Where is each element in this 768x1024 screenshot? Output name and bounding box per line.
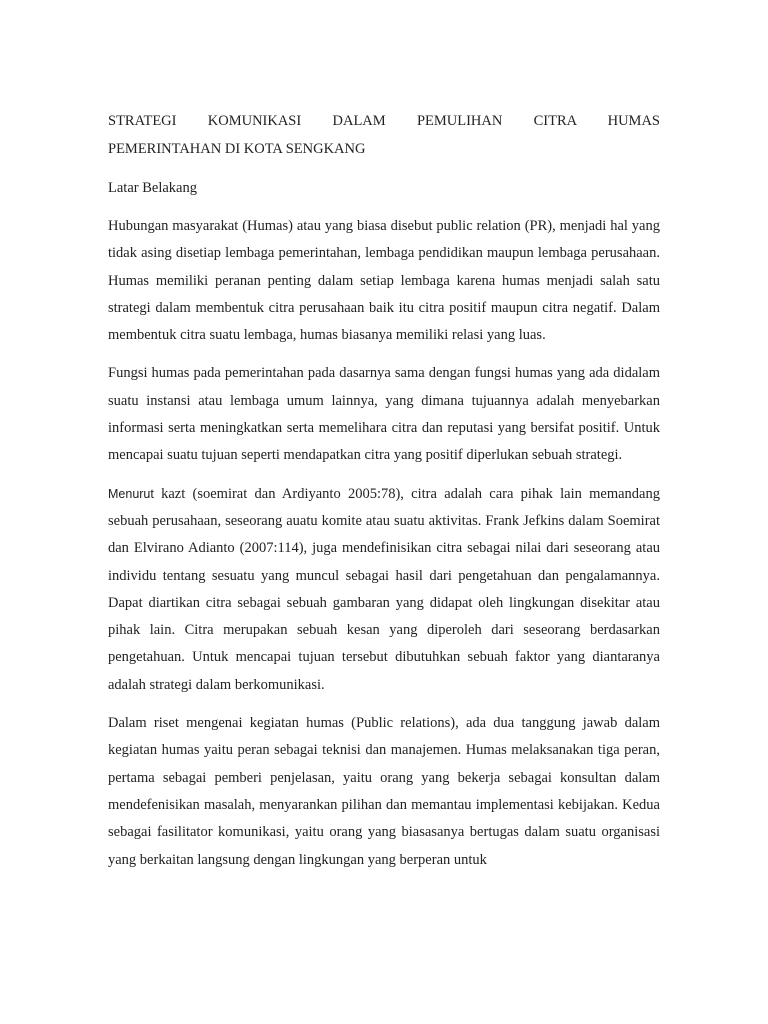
section-heading: Latar Belakang	[108, 180, 197, 196]
document-title-line-1: STRATEGI KOMUNIKASI DALAM PEMULIHAN CITRA HUMAS	[108, 113, 660, 129]
paragraph-2: Fungsi humas pada pemerintahan pada dasarnya sama dengan fungsi humas yang ada didalam suatu instansi atau lembaga umum lainnya, yang dimana tujuannya adalah menyebarkan informasi serta meningkatkan serta memelihara citra dan reputasi yang bersifat positif. Untuk mencapai suatu tujuan seperti mendapatkan citra yang positif diperlukan sebuah strategi.	[108, 365, 660, 464]
paragraph-3-lead-word: Menurut	[108, 486, 154, 501]
paragraph-3-text: kazt (soemirat dan Ardiyanto 2005:78), citra adalah cara pihak lain memandang sebuah perusahaan, seseorang auatu komite atau suatu aktivitas. Frank Jefkins dalam Soemirat dan Elvirano Adianto (2007:114), juga mendefinisikan citra sebagai nilai dari seseorang atau individu tentang sesuatu yang muncul sebagai hasil dari pengetahuan dan pengalamannya. Dapat diartikan citra sebagai sebuah gambaran yang didapat oleh lingkungan disekitar atau pihak lain. Citra merupakan sebuah kesan yang diperoleh dari seseorang berdasarkan pengetahuan. Untuk mencapai tujuan tersebut dibutuhkan sebuah faktor yang diantaranya adalah strategi dalam berkomunikasi.	[108, 485, 660, 693]
paragraph-1: Hubungan masyarakat (Humas) atau yang biasa disebut public relation (PR), menjadi hal yang tidak asing disetiap lembaga pemerintahan, lembaga pendidikan maupun lembaga perusahaan. Humas memiliki peranan penting dalam setiap lembaga karena humas menjadi salah satu strategi dalam membentuk citra perusahaan baik itu citra positif maupun citra negatif. Dalam membentuk citra suatu lembaga, humas biasanya memiliki relasi yang luas.	[108, 218, 660, 344]
document-title-line-2: PEMERINTAHAN DI KOTA SENGKANG	[108, 141, 366, 157]
paragraph-3	[108, 481, 660, 699]
paragraph-4: Dalam riset mengenai kegiatan humas (Public relations), ada dua tanggung jawab dalam kegiatan humas yaitu peran sebagai teknisi dan manajemen. Humas melaksanakan tiga peran, pertama sebagai pemberi penjelasan, yaitu orang yang bekerja sebagai konsultan dalam mendefenisikan masalah, menyarankan pilihan dan memantau implementasi kebijakan. Kedua sebagai fasilitator komunikasi, yaitu orang yang biasasanya bertugas dalam suatu organisasi yang berkaitan langsung dengan lingkungan yang berperan untuk	[108, 715, 660, 868]
